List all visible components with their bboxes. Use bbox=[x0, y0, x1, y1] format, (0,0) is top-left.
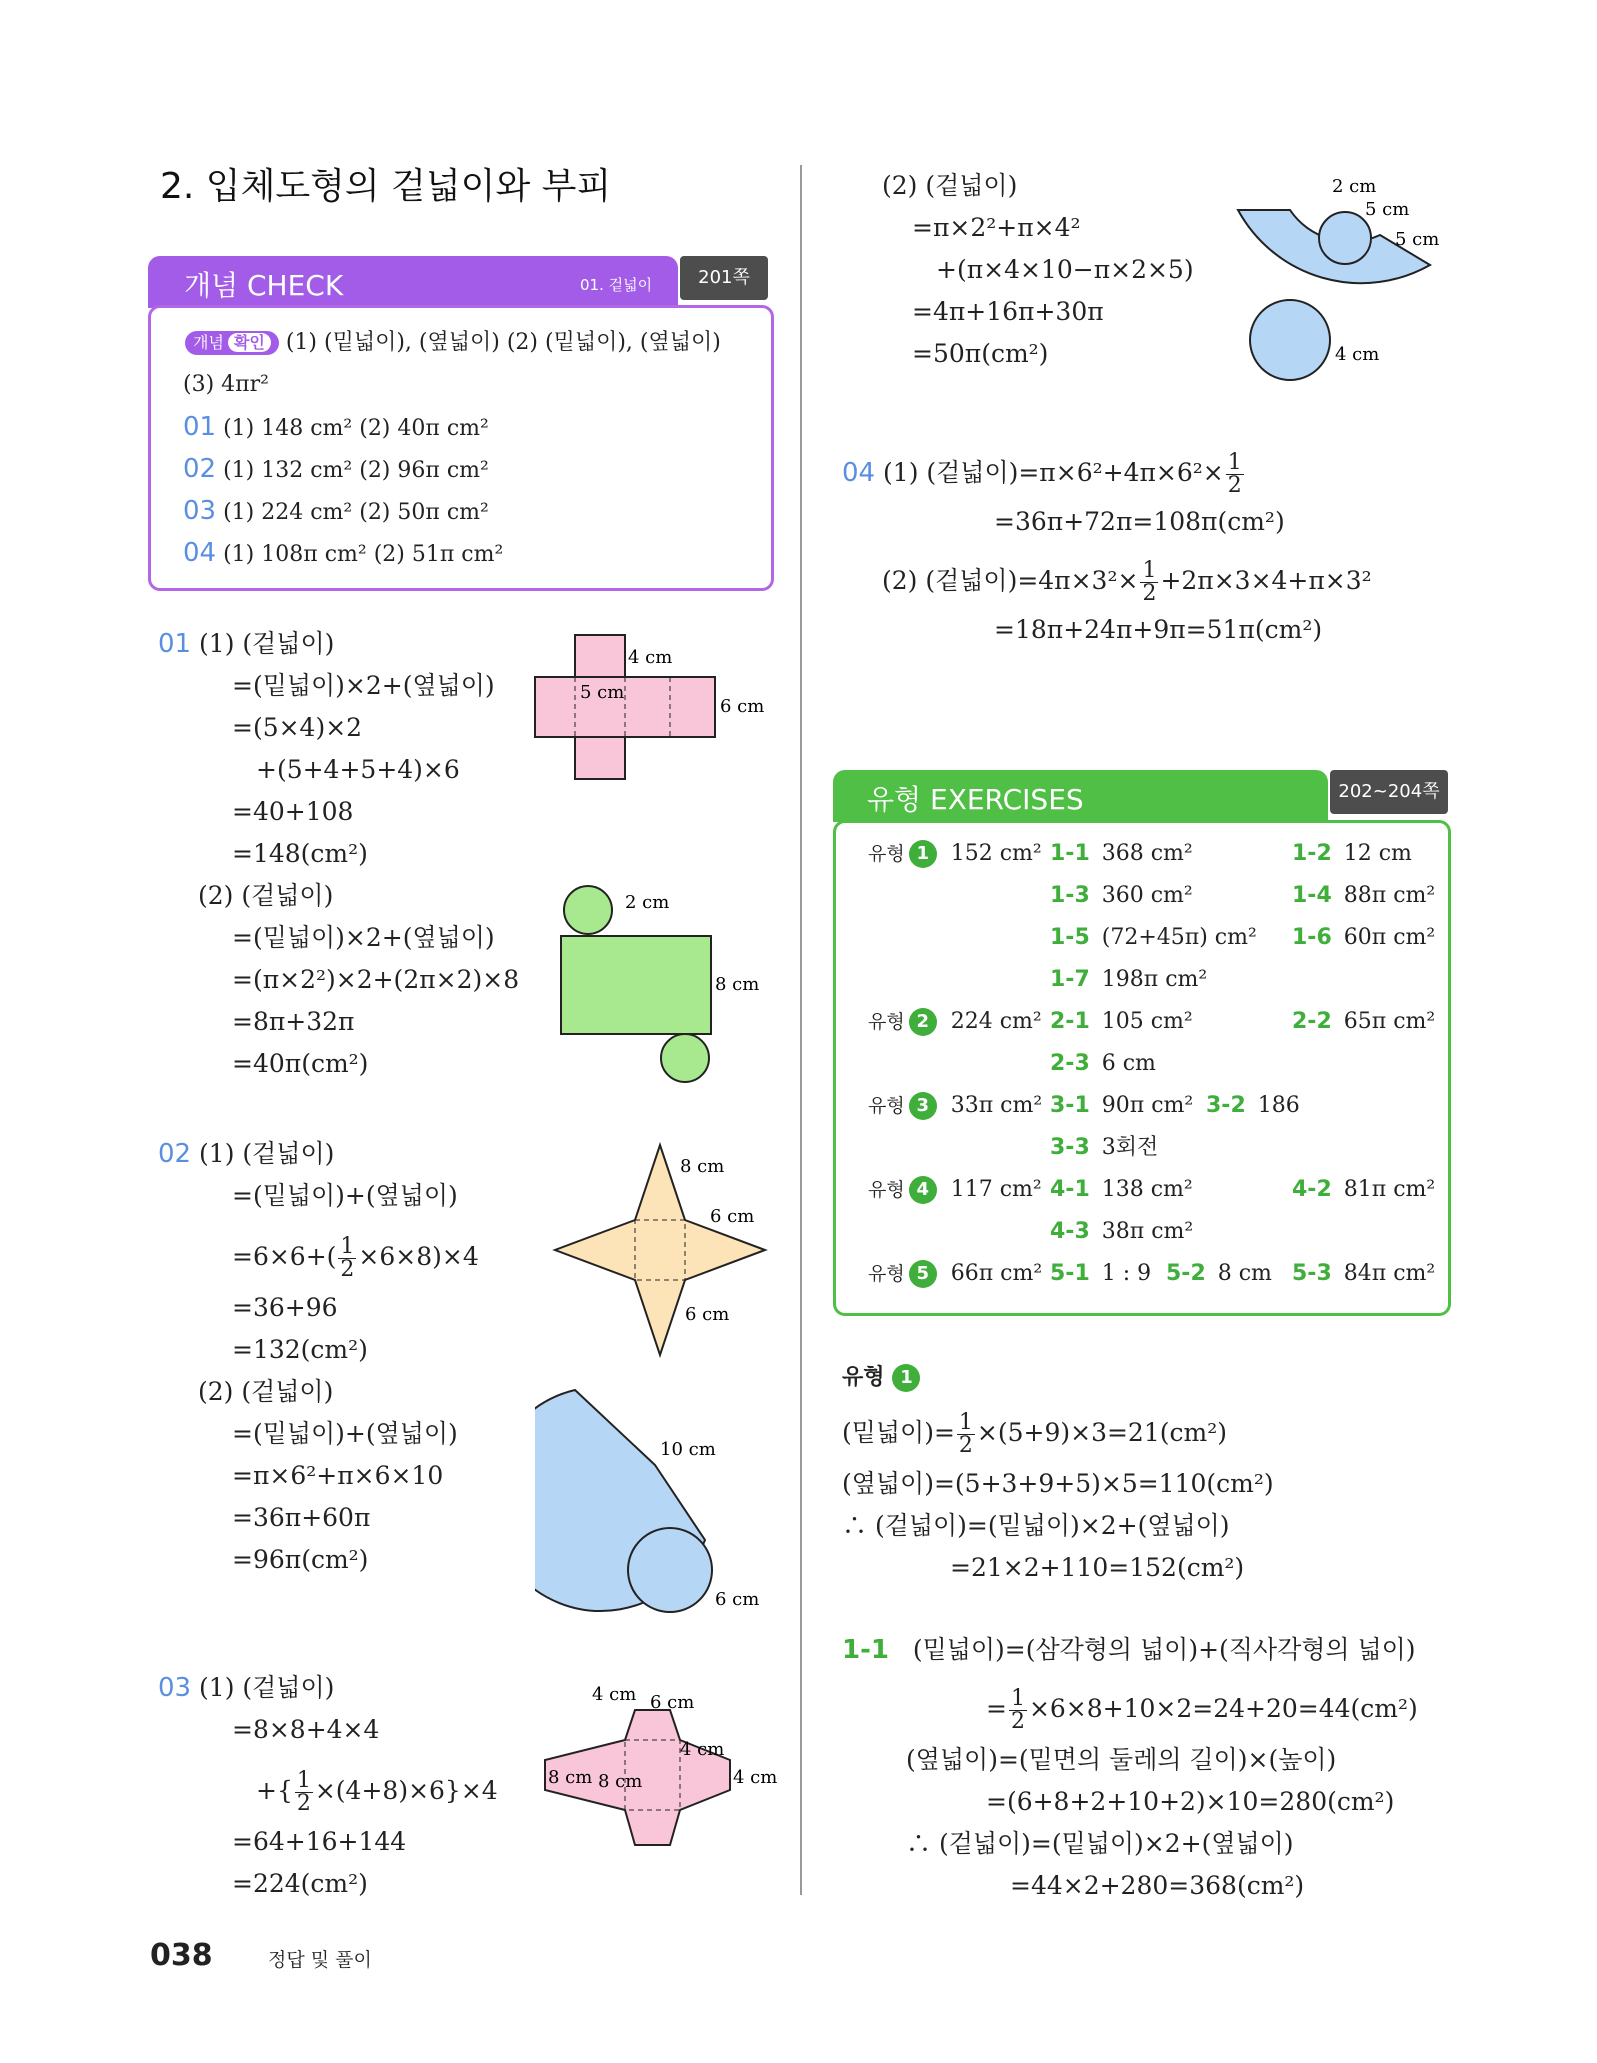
problem-no: 5-3 bbox=[1292, 1261, 1332, 1286]
problem-no: 1-4 bbox=[1292, 883, 1332, 908]
type-number-badge: 3 bbox=[909, 1092, 937, 1120]
pill-bold: 확인 bbox=[228, 333, 271, 352]
exercise-answer-item bbox=[1050, 1091, 1193, 1121]
half-fraction bbox=[295, 1770, 313, 1815]
expr-part: ×(5+9)×3=21(cm²) bbox=[976, 1418, 1227, 1447]
sol02-line: =132(cm²) bbox=[232, 1335, 368, 1364]
dim-label: 6 cm bbox=[685, 1304, 730, 1325]
sol03-p1-title: (1) (겉넓이) bbox=[199, 1673, 335, 1702]
problem-no: 5-1 bbox=[1050, 1261, 1090, 1286]
problem-answer: 88π cm² bbox=[1343, 883, 1436, 908]
denominator: 2 bbox=[340, 1257, 355, 1282]
type1-line1 bbox=[842, 1412, 1227, 1457]
type-number-badge: 4 bbox=[909, 1176, 937, 1204]
sol04-no: 04 bbox=[842, 458, 876, 488]
exercise-answer-item bbox=[1292, 923, 1435, 953]
sol01-line: =8π+32π bbox=[232, 1007, 355, 1036]
bottom-circle bbox=[1250, 300, 1330, 380]
sol04-line2: =36π+72π=108π(cm²) bbox=[994, 507, 1285, 536]
problem-answer: (72+45π) cm² bbox=[1101, 925, 1257, 950]
exercise-answer-item bbox=[1050, 839, 1193, 869]
dim-label: 5 cm bbox=[1365, 199, 1410, 220]
problem-answer: 84π cm² bbox=[1343, 1261, 1436, 1286]
type-answer: 117 cm² bbox=[950, 1177, 1042, 1202]
exercise-type-row-head bbox=[868, 839, 1042, 869]
type1-header bbox=[842, 1360, 920, 1394]
expr-part: +{ bbox=[256, 1776, 293, 1805]
sol01-p1-title: (1) (겉넓이) bbox=[199, 629, 335, 658]
numerator: 1 bbox=[1227, 450, 1242, 475]
exercises-box bbox=[833, 820, 1451, 1316]
expr-part: =6×6+( bbox=[232, 1242, 337, 1271]
exercise-answer-item bbox=[1050, 1133, 1158, 1163]
expr-part: (밑넓이)=(삼각형의 넓이)+(직사각형의 넓이) bbox=[912, 1635, 1416, 1664]
problem-no: 4-2 bbox=[1292, 1177, 1332, 1202]
type1-line2: (옆넓이)=(5+3+9+5)×5=110(cm²) bbox=[842, 1469, 1274, 1498]
half-fraction bbox=[1140, 560, 1158, 605]
sol01-line: =(π×2²)×2+(2π×2)×8 bbox=[232, 965, 520, 994]
sol02-line: =96π(cm²) bbox=[232, 1545, 369, 1574]
concept-item bbox=[183, 496, 489, 528]
numerator: 1 bbox=[958, 1410, 973, 1435]
sol03-line: =π×2²+π×4² bbox=[912, 213, 1081, 242]
problem-answer: 360 cm² bbox=[1101, 883, 1193, 908]
exercise-answer-item bbox=[1050, 1217, 1193, 1247]
concept-item bbox=[183, 412, 489, 444]
dim-label: 4 cm bbox=[733, 1767, 778, 1788]
dim-label: 4 cm bbox=[628, 647, 673, 668]
base-circle bbox=[661, 1034, 709, 1082]
problem-answer: 60π cm² bbox=[1343, 925, 1436, 950]
dim-label: 6 cm bbox=[650, 1692, 695, 1713]
problem-no: 3-3 bbox=[1050, 1135, 1090, 1160]
exercise-answer-item bbox=[1050, 1049, 1156, 1079]
type-label: 유형 bbox=[868, 1179, 905, 1201]
problem-no: 1-3 bbox=[1050, 883, 1090, 908]
lateral-rect bbox=[561, 936, 711, 1034]
type-answer: 152 cm² bbox=[950, 841, 1042, 866]
problem-no: 1-6 bbox=[1292, 925, 1332, 950]
problem-answer: 81π cm² bbox=[1343, 1177, 1436, 1202]
dim-label: 8 cm bbox=[680, 1156, 725, 1177]
type1-1-line5: ∴ (겉넓이)=(밑넓이)×2+(옆넓이) bbox=[906, 1829, 1294, 1858]
expr-part: (2) (겉넓이)=4π×3²× bbox=[882, 566, 1139, 595]
sol02-pyramid-net-figure bbox=[550, 1140, 780, 1360]
concept-item bbox=[183, 538, 503, 570]
type-label: 유형 bbox=[868, 843, 905, 865]
sol01-p2-title: (2) (겉넓이) bbox=[198, 881, 334, 910]
page-number: 038 bbox=[150, 1938, 213, 1973]
item-text: (1) 132 cm² (2) 96π cm² bbox=[223, 458, 489, 483]
denominator: 2 bbox=[296, 1791, 311, 1816]
exercise-answer-item bbox=[1050, 1007, 1193, 1037]
pill-label: 개념 bbox=[193, 333, 224, 352]
sol03-line: =64+16+144 bbox=[232, 1827, 407, 1856]
sol03-p2-title: (2) (겉넓이) bbox=[882, 171, 1018, 200]
sol03-no: 03 bbox=[158, 1673, 192, 1703]
problem-no: 1-1 bbox=[1050, 841, 1090, 866]
problem-answer: 12 cm bbox=[1343, 841, 1412, 866]
column-divider bbox=[800, 165, 802, 1895]
pyramid-net bbox=[555, 1145, 765, 1355]
sol03-frustum-cone-figure bbox=[1230, 170, 1450, 390]
concept-check-section: 01. 겉넓이 bbox=[580, 276, 653, 294]
sol03-line: =50π(cm²) bbox=[912, 339, 1049, 368]
exercise-answer-item bbox=[1206, 1091, 1300, 1121]
sol01-prism-net-figure bbox=[530, 630, 780, 780]
sol03-line: =8×8+4×4 bbox=[232, 1715, 380, 1744]
type1-1-line6: =44×2+280=368(cm²) bbox=[1010, 1871, 1305, 1900]
sol03-line: =224(cm²) bbox=[232, 1869, 368, 1898]
problem-no: 2-3 bbox=[1050, 1051, 1090, 1076]
problem-answer: 138 cm² bbox=[1101, 1177, 1193, 1202]
item-no: 02 bbox=[183, 454, 217, 484]
exercise-answer-item bbox=[1050, 965, 1207, 995]
concept-check-header bbox=[148, 256, 678, 308]
sol02-line: =36+96 bbox=[232, 1293, 338, 1322]
exercise-answer-item bbox=[1050, 881, 1193, 911]
net-face bbox=[575, 635, 625, 677]
item-text: (1) 224 cm² (2) 50π cm² bbox=[223, 500, 489, 525]
half-fraction bbox=[1226, 452, 1244, 497]
confirm-text: (1) (밑넓이), (옆넓이) (2) (밑넓이), (옆넓이) bbox=[285, 330, 721, 355]
exercise-answer-item bbox=[1050, 923, 1257, 953]
problem-answer: 1 : 9 bbox=[1101, 1261, 1152, 1286]
sol03-frustum-net-figure bbox=[540, 1680, 780, 1860]
exercise-type-row-head bbox=[868, 1259, 1042, 1289]
dim-label: 6 cm bbox=[715, 1589, 760, 1610]
exercise-answer-item bbox=[1292, 1007, 1435, 1037]
problem-answer: 186 bbox=[1257, 1093, 1300, 1118]
item-text: (1) 148 cm² (2) 40π cm² bbox=[223, 416, 489, 441]
problem-answer: 368 cm² bbox=[1101, 841, 1193, 866]
type-label: 유형 bbox=[868, 1011, 905, 1033]
type1-1-line4: =(6+8+2+10+2)×10=280(cm²) bbox=[986, 1787, 1395, 1816]
type-answer: 224 cm² bbox=[950, 1009, 1042, 1034]
type1-line4: =21×2+110=152(cm²) bbox=[950, 1553, 1245, 1582]
exercise-answer-item bbox=[1050, 1259, 1151, 1289]
type-answer: 33π cm² bbox=[950, 1093, 1043, 1118]
problem-answer: 6 cm bbox=[1101, 1051, 1156, 1076]
sol02-p1-title: (1) (겉넓이) bbox=[199, 1139, 335, 1168]
exercise-type-row-head bbox=[868, 1007, 1042, 1037]
problem-answer: 3회전 bbox=[1101, 1135, 1159, 1160]
half-fraction bbox=[957, 1412, 975, 1457]
concept-check-box bbox=[148, 305, 774, 591]
dim-label: 4 cm bbox=[1335, 344, 1380, 365]
dim-label: 2 cm bbox=[1332, 176, 1377, 197]
problem-no: 5-2 bbox=[1166, 1261, 1206, 1286]
type-label: 유형 bbox=[868, 1095, 905, 1117]
dim-label: 2 cm bbox=[625, 892, 670, 913]
numerator: 1 bbox=[1010, 1686, 1025, 1711]
sol02-line: =(밑넓이)+(옆넓이) bbox=[232, 1181, 458, 1210]
concept-pill bbox=[185, 331, 279, 355]
type-number-badge: 1 bbox=[892, 1364, 920, 1392]
problem-no: 4-1 bbox=[1050, 1177, 1090, 1202]
numerator: 1 bbox=[296, 1768, 311, 1793]
problem-no: 1-7 bbox=[1050, 967, 1090, 992]
concept-confirm-line bbox=[185, 328, 721, 358]
denominator: 2 bbox=[958, 1433, 973, 1458]
sol01-no: 01 bbox=[158, 629, 192, 659]
expr-part: (밑넓이)= bbox=[842, 1418, 955, 1447]
page-title: 2. 입체도형의 겉넓이와 부피 bbox=[160, 166, 612, 207]
problem-answer: 198π cm² bbox=[1101, 967, 1208, 992]
problem-answer: 65π cm² bbox=[1343, 1009, 1436, 1034]
dim-label: 8 cm bbox=[548, 1767, 593, 1788]
problem-no: 1-2 bbox=[1292, 841, 1332, 866]
sol01-line: +(5+4+5+4)×6 bbox=[256, 755, 460, 784]
sol01-line: =(5×4)×2 bbox=[232, 713, 363, 742]
type1-1-line3: (옆넓이)=(밑면의 둘레의 길이)×(높이) bbox=[906, 1745, 1337, 1774]
problem-no: 2-1 bbox=[1050, 1009, 1090, 1034]
problem-answer: 90π cm² bbox=[1101, 1093, 1194, 1118]
concept-check-page-tag: 201쪽 bbox=[680, 256, 768, 300]
base-circle bbox=[564, 886, 612, 934]
sol01-line: =40π(cm²) bbox=[232, 1049, 369, 1078]
sol02-header bbox=[158, 1138, 334, 1170]
expr-part: ×6×8)×4 bbox=[358, 1242, 479, 1271]
sol02-no: 02 bbox=[158, 1139, 192, 1169]
problem-no: 3-2 bbox=[1206, 1093, 1246, 1118]
type-number-badge: 2 bbox=[909, 1008, 937, 1036]
denominator: 2 bbox=[1227, 473, 1242, 498]
type1-1-line2 bbox=[986, 1688, 1418, 1733]
type-label: 유형 bbox=[842, 1365, 885, 1390]
sol01-line: =40+108 bbox=[232, 797, 354, 826]
denominator: 2 bbox=[1010, 1709, 1025, 1734]
item-no: 04 bbox=[183, 538, 217, 568]
sol02-line: =36π+60π bbox=[232, 1503, 371, 1532]
sol04-line3 bbox=[882, 560, 1372, 605]
dim-label: 4 cm bbox=[592, 1684, 637, 1705]
problem-answer: 38π cm² bbox=[1101, 1219, 1194, 1244]
sol03-line: =4π+16π+30π bbox=[912, 297, 1104, 326]
dim-label: 5 cm bbox=[1395, 229, 1440, 250]
dim-label: 6 cm bbox=[720, 696, 765, 717]
sol01-cylinder-net-figure bbox=[555, 880, 775, 1090]
type1-1-line1 bbox=[842, 1634, 1416, 1666]
numerator: 1 bbox=[1142, 558, 1157, 583]
problem-no: 3-1 bbox=[1050, 1093, 1090, 1118]
sol03-line: +(π×4×10−π×2×5) bbox=[936, 255, 1194, 284]
dim-label: 4 cm bbox=[680, 1739, 725, 1760]
base-circle bbox=[628, 1528, 712, 1612]
expr-part: = bbox=[986, 1694, 1007, 1723]
problem-answer: 8 cm bbox=[1217, 1261, 1272, 1286]
sol02-cone-net-figure bbox=[535, 1385, 775, 1615]
footer-label: 정답 및 풀이 bbox=[268, 1949, 372, 1971]
net-face bbox=[575, 737, 625, 779]
sol02-line: =π×6²+π×6×10 bbox=[232, 1461, 444, 1490]
type-answer: 66π cm² bbox=[950, 1261, 1043, 1286]
confirm-line2: (3) 4πr² bbox=[183, 372, 269, 397]
sol01-line: =(밑넓이)×2+(옆넓이) bbox=[232, 923, 495, 952]
item-no: 03 bbox=[183, 496, 217, 526]
exercise-answer-item bbox=[1166, 1259, 1272, 1289]
dim-label: 6 cm bbox=[710, 1206, 755, 1227]
type-number-badge: 1 bbox=[909, 840, 937, 868]
concept-item bbox=[183, 454, 489, 486]
exercise-answer-item bbox=[1050, 1175, 1193, 1205]
problem-no: 2-2 bbox=[1292, 1009, 1332, 1034]
item-no: 01 bbox=[183, 412, 217, 442]
problem-answer: 105 cm² bbox=[1101, 1009, 1193, 1034]
sol02-line: =(밑넓이)+(옆넓이) bbox=[232, 1419, 458, 1448]
sol01-line: =(밑넓이)×2+(옆넓이) bbox=[232, 671, 495, 700]
dim-label: 10 cm bbox=[660, 1439, 716, 1460]
exercises-header bbox=[833, 770, 1328, 822]
type-number-badge: 5 bbox=[909, 1260, 937, 1288]
type-label: 유형 bbox=[868, 1263, 905, 1285]
exercise-type-row-head bbox=[868, 1175, 1042, 1205]
exercise-answer-item bbox=[1292, 1175, 1435, 1205]
exercises-page-tag: 202~204쪽 bbox=[1330, 770, 1448, 814]
sol01-header bbox=[158, 628, 334, 660]
problem-no: 1-1 bbox=[842, 1635, 889, 1665]
exercise-answer-item bbox=[1292, 1259, 1435, 1289]
sol01-line: =148(cm²) bbox=[232, 839, 368, 868]
sol02-p2-title: (2) (겉넓이) bbox=[198, 1377, 334, 1406]
type1-line3: ∴ (겉넓이)=(밑넓이)×2+(옆넓이) bbox=[842, 1511, 1230, 1540]
problem-no: 4-3 bbox=[1050, 1219, 1090, 1244]
half-fraction bbox=[338, 1236, 356, 1281]
expr-part: ×6×8+10×2=24+20=44(cm²) bbox=[1028, 1694, 1418, 1723]
exercises-heading: 유형 EXERCISES bbox=[867, 783, 1084, 816]
sol03-frac-line bbox=[256, 1770, 498, 1815]
top-circle bbox=[1319, 212, 1371, 264]
expr-part: (1) (겉넓이)=π×6²+4π×6²× bbox=[883, 458, 1224, 487]
exercise-answer-item bbox=[1292, 839, 1412, 869]
expr-part: +2π×3×4+π×3² bbox=[1160, 566, 1372, 595]
sol04-line1 bbox=[842, 452, 1246, 497]
dim-label: 5 cm bbox=[580, 682, 625, 703]
half-fraction bbox=[1009, 1688, 1027, 1733]
sol04-line4: =18π+24π+9π=51π(cm²) bbox=[994, 615, 1323, 644]
sol03-header bbox=[158, 1672, 334, 1704]
denominator: 2 bbox=[1142, 581, 1157, 606]
dim-label: 8 cm bbox=[598, 1771, 643, 1792]
exercise-type-row-head bbox=[868, 1091, 1042, 1121]
concept-check-heading: 개념 CHECK bbox=[184, 269, 344, 302]
exercise-answer-item bbox=[1292, 881, 1435, 911]
sol02-frac-line bbox=[232, 1236, 479, 1281]
expr-part: ×(4+8)×6}×4 bbox=[314, 1776, 498, 1805]
dim-label: 8 cm bbox=[715, 974, 760, 995]
problem-no: 1-5 bbox=[1050, 925, 1090, 950]
numerator: 1 bbox=[340, 1234, 355, 1259]
item-text: (1) 108π cm² (2) 51π cm² bbox=[223, 542, 504, 567]
